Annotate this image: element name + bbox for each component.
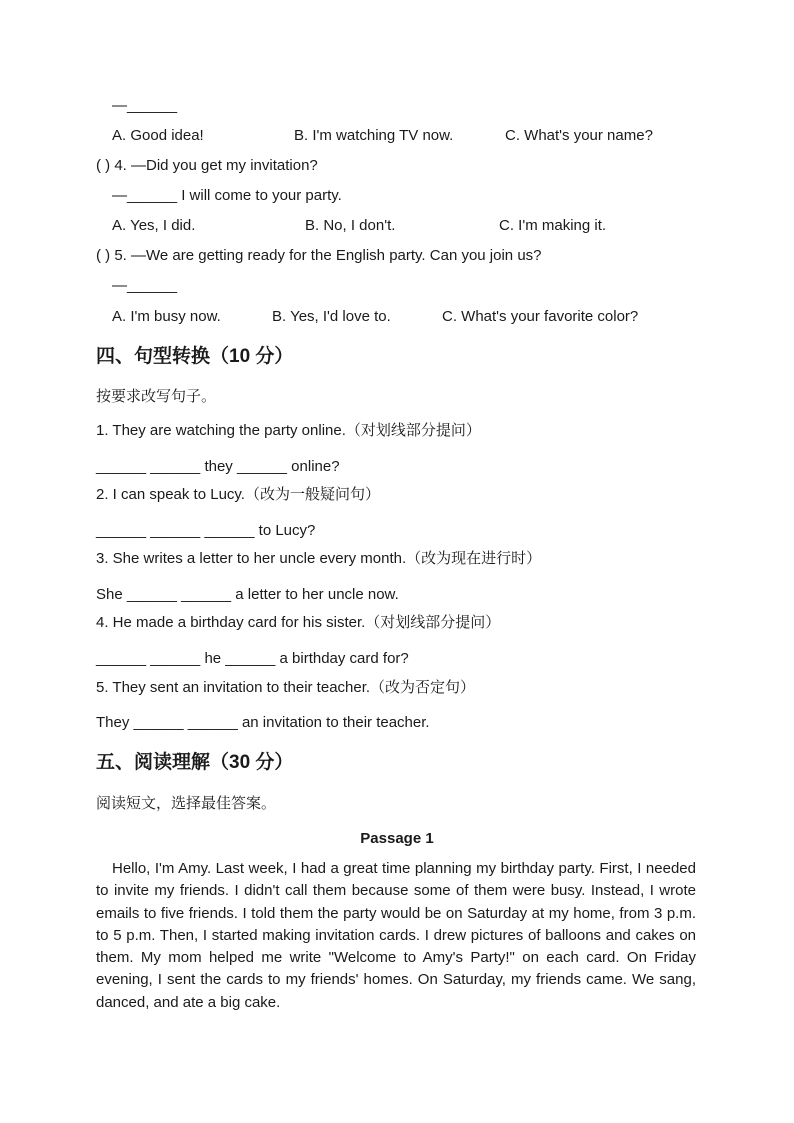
q3-option-c: C. What's your name?: [505, 127, 653, 144]
q4-option-b: B. No, I don't.: [305, 217, 396, 234]
q4-option-c: C. I'm making it.: [499, 217, 607, 234]
section4-item2-answer: ______ ______ ______ to Lucy?: [96, 522, 316, 539]
q5-option-b: B. Yes, I'd love to.: [272, 308, 391, 325]
section4-heading: 四、句型转换（10 分）: [96, 346, 294, 367]
section4-instruction: 按要求改写句子。: [96, 388, 217, 405]
q5-option-a: A. I'm busy now.: [112, 308, 221, 325]
section4-item1-answer: ______ ______ they ______ online?: [96, 458, 340, 475]
q5-question: ( ) 5. —We are getting ready for the English party. Can you join us?: [96, 247, 542, 264]
section4-item1-prompt: 1. They are watching the party online.（对划线部分提问）: [96, 422, 481, 439]
q4-answer-line: —______ I will come to your party.: [112, 187, 342, 204]
q4-question: ( ) 4. —Did you get my invitation?: [96, 157, 318, 174]
passage-text: Hello, I'm Amy. Last week, I had a great time planning my birthday party. First, I needed to invite my friends. I didn't call them because some of them were busy. Instead, I wrote emails to five friends. I told them the party would be on Saturday at my home, from 3 p.m. to 5 p.m. Then, I started making invitation cards. I drew pictures of balloons and cakes on them. My mom helped me write "Welcome to Amy's Party!" on each card. On Friday evening, I sent the cards to my friends' homes. On Saturday, my friends came. We sang, danced, and ate a big cake.: [96, 860, 696, 1011]
section4-item4-answer: ______ ______ he ______ a birthday card for?: [96, 650, 409, 667]
q5-option-c: C. What's your favorite color?: [442, 308, 639, 325]
section4-item2-prompt: 2. I can speak to Lucy.（改为一般疑问句）: [96, 486, 380, 503]
section4-item5-answer: They ______ ______ an invitation to their teacher.: [96, 714, 430, 731]
q4-option-a: A. Yes, I did.: [112, 217, 196, 234]
section5-heading: 五、阅读理解（30 分）: [96, 752, 294, 773]
section4-item3-answer: She ______ ______ a letter to her uncle now.: [96, 586, 399, 603]
section4-item3-prompt: 3. She writes a letter to her uncle every month.（改为现在进行时）: [96, 550, 542, 567]
passage-title: Passage 1: [360, 830, 434, 847]
q3-answer-line: —______: [112, 97, 178, 114]
q5-answer-line: —______: [112, 277, 178, 294]
q3-option-a: A. Good idea!: [112, 127, 204, 144]
section4-item4-prompt: 4. He made a birthday card for his sister.（对划线部分提问）: [96, 614, 501, 631]
section5-instruction: 阅读短文，选择最佳答案。: [96, 795, 277, 812]
section4-item5-prompt: 5. They sent an invitation to their teacher.（改为否定句）: [96, 679, 476, 696]
q3-option-b: B. I'm watching TV now.: [294, 127, 454, 144]
